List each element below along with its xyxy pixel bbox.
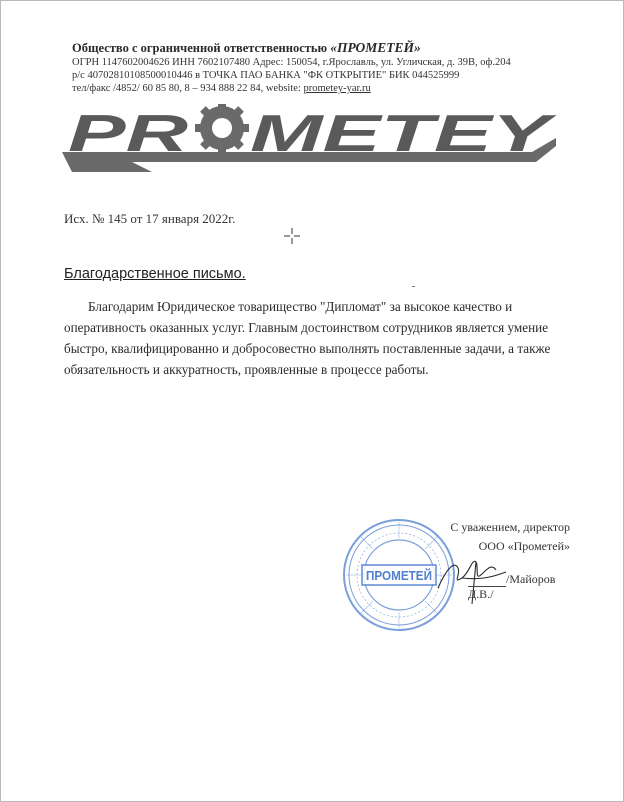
letter-body <box>64 296 584 380</box>
closing-regards: С уважением, директор <box>450 520 570 534</box>
website-link[interactable]: prometey-yar.ru <box>303 83 371 94</box>
logo-letters-right: METEY <box>250 105 558 163</box>
seal-center-text: ПРОМЕТЕЙ <box>366 568 432 583</box>
reference-number: Исх. № 145 от 17 января 2022г. <box>64 211 236 226</box>
body-paragraph: Благодарим Юридическое товарищество "Дипломат" за высокое качество и оперативность оказанных услуг. Главным достоинством сотрудников является умение быстро, квалифицированно и добросовестно выполнять поставленные задачи, а также обязательность и аккуратность, проявленные в процессе работы. <box>64 299 551 377</box>
company-prefix: Общество с ограниченной ответственностью <box>72 41 328 55</box>
company-line <box>72 40 572 56</box>
ogrn-line: ОГРН 1147602004626 ИНН 7602107480 Адрес: 150054, г.Ярославль, ул. Угличская, д. 39В, оф.204 <box>72 57 511 68</box>
closing-org: ООО «Прометей» <box>478 539 570 553</box>
letter-title: Благодарственное письмо. <box>64 266 246 282</box>
signature-underline <box>468 575 506 587</box>
prometey-logo <box>62 104 562 172</box>
contacts-line <box>72 82 572 95</box>
crosshair-icon <box>284 228 300 244</box>
closing-block <box>420 518 570 556</box>
gear-icon <box>195 104 249 155</box>
signer-line <box>468 572 578 602</box>
scan-mark <box>412 286 415 287</box>
logo-letters-left: PR <box>68 105 189 163</box>
signer-name: /Майоров Д.В./ <box>468 572 556 601</box>
letterhead <box>72 40 572 95</box>
company-name: «ПРОМЕТЕЙ» <box>330 40 421 55</box>
contacts-text: тел/факс /4852/ 60 85 80, 8 – 934 888 22 84, website: <box>72 83 304 94</box>
bank-line: р/с 40702810108500010446 в ТОЧКА ПАО БАНКА "ФК ОТКРЫТИЕ" БИК 044525999 <box>72 70 460 81</box>
